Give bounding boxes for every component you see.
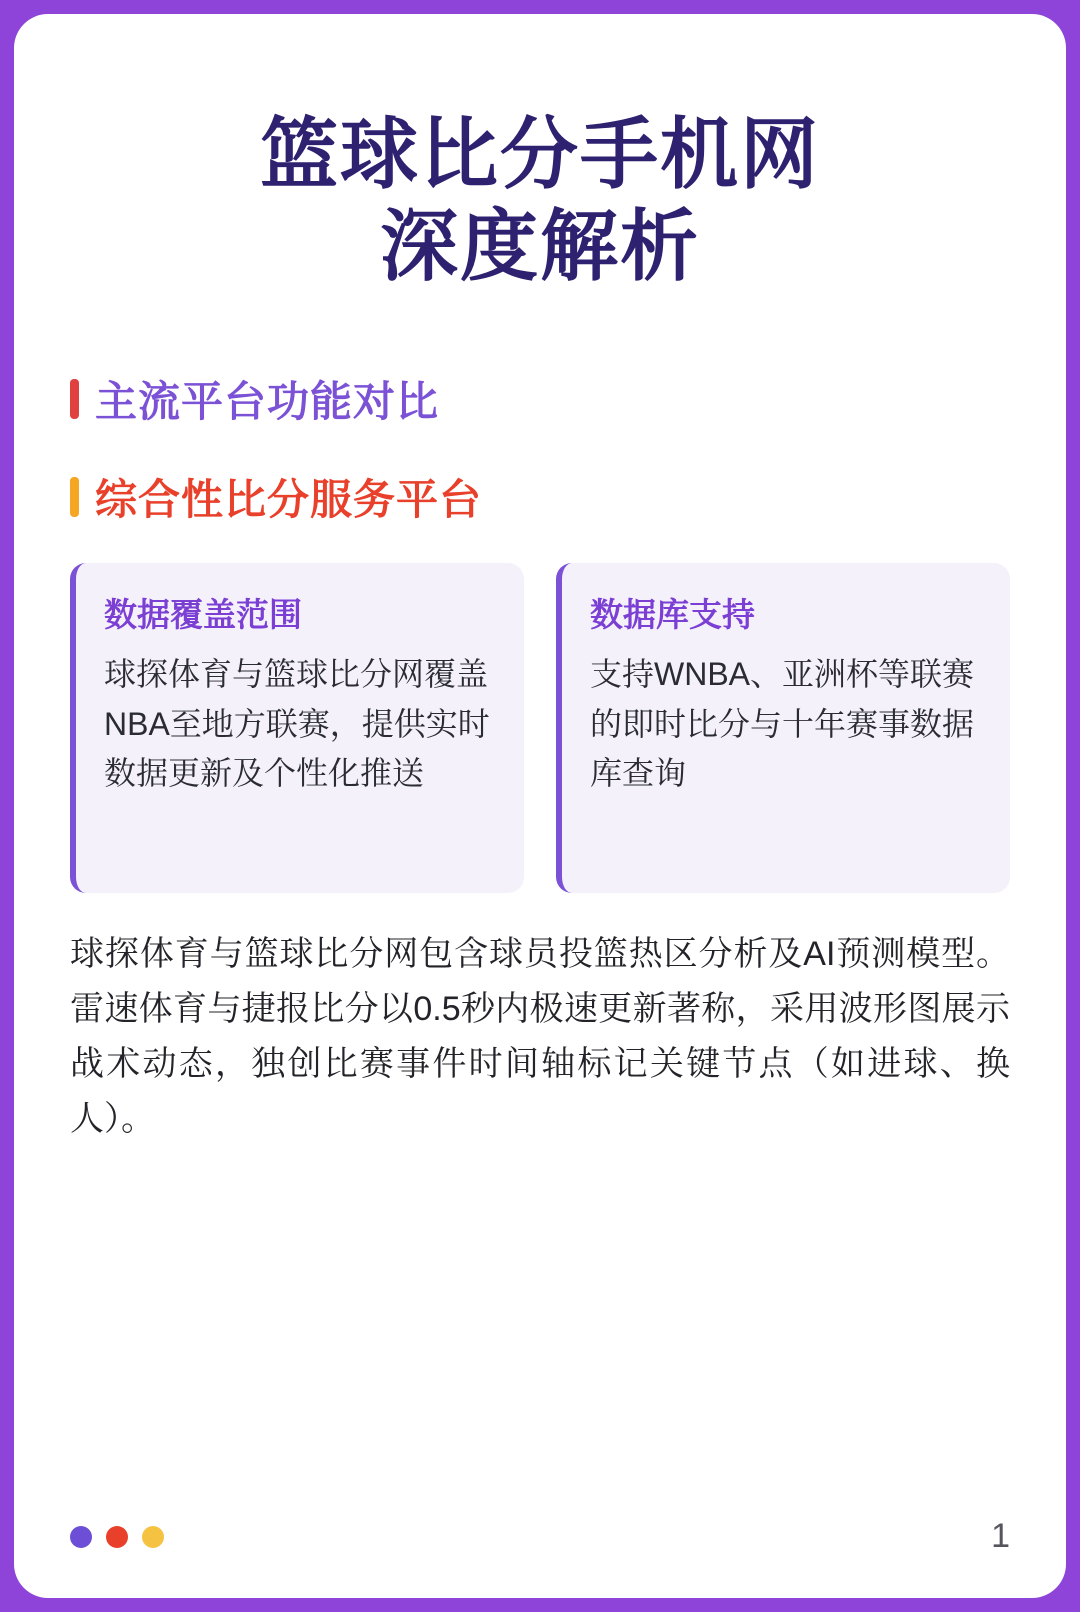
info-card-title: 数据库支持 <box>590 595 755 635</box>
section-heading-secondary <box>70 467 1066 527</box>
heading-accent-bar <box>70 379 79 419</box>
section-heading-primary <box>70 369 1066 429</box>
dot-red-icon <box>106 1526 128 1548</box>
info-card-title: 数据覆盖范围 <box>104 595 302 635</box>
page-number: 1 <box>991 1517 1010 1555</box>
info-card <box>556 563 1010 893</box>
footer-dots <box>70 1526 164 1548</box>
section-heading-secondary-label: 综合性比分服务平台 <box>95 475 483 525</box>
card-list <box>70 563 1010 893</box>
body-paragraph: 球探体育与篮球比分网包含球员投篮热区分析及AI预测模型。雷速体育与捷报比分以0.5秒内极速更新著称，采用波形图展示战术动态，独创比赛事件时间轴标记关键节点（如进球、换人）。 <box>70 935 1010 1139</box>
dot-purple-icon <box>70 1526 92 1548</box>
title-line-1: 篮球比分手机网 <box>259 110 820 200</box>
poster-page <box>14 14 1066 1598</box>
section-heading-primary-label: 主流平台功能对比 <box>95 377 440 427</box>
info-card-body: 球探体育与篮球比分网覆盖NBA至地方联赛，提供实时数据更新及个性化推送 <box>104 656 490 792</box>
title-line-2: 深度解析 <box>379 202 700 293</box>
page-title <box>14 109 1066 293</box>
page-footer <box>14 1517 1066 1556</box>
heading-accent-bar <box>70 477 79 517</box>
dot-yellow-icon <box>142 1526 164 1548</box>
info-card <box>70 563 524 893</box>
info-card-body: 支持WNBA、亚洲杯等联赛的即时比分与十年赛事数据库查询 <box>590 656 975 792</box>
